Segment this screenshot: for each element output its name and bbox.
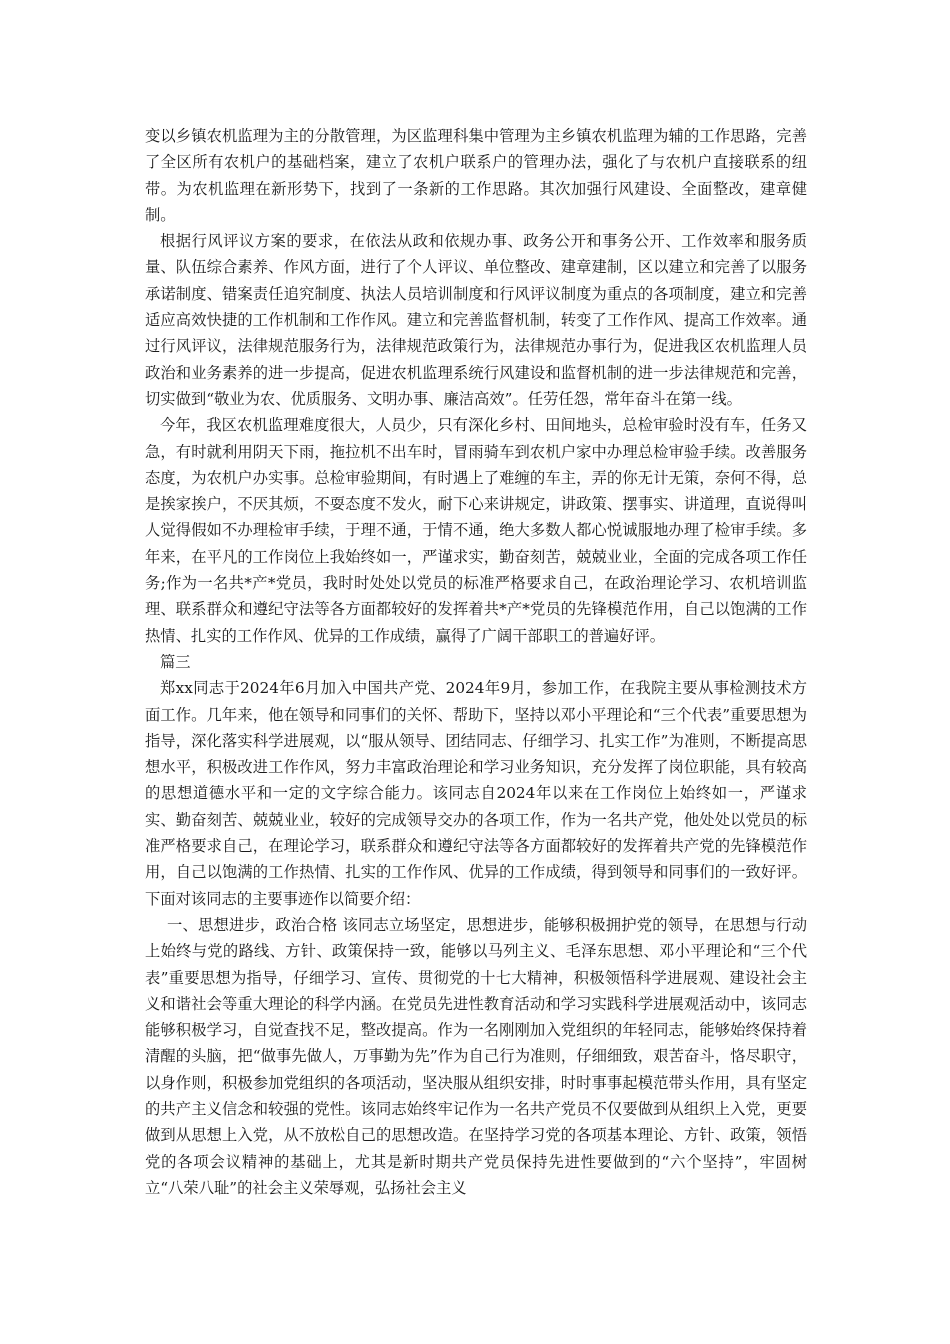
paragraph-1: 变以乡镇农机监理为主的分散管理，为区监理科集中管理为主乡镇农机监理为辅的工作思路，完善了全区所有农机户的基础档案，建立了农机户联系户的管理办法，强化了与农机户直接联系的纽带。为农机监理在新形势下，找到了一条新的工作思路。其次加强行风建设、全面整改，建章健制。 xyxy=(145,127,807,224)
document-page xyxy=(145,123,807,1201)
paragraph-2: 根据行风评议方案的要求，在依法从政和依规办事、政务公开和事务公开、工作效率和服务质量、队伍综合素养、作风方面，进行了个人评议、单位整改、建章建制，区以建立和完善了以服务承诺制度、错案责任追究制度、执法人员培训制度和行风评议制度为重点的各项制度，建立和完善适应高效快捷的工作机制和工作作风。建立和完善监督机制，转变了工作作风、提高工作效率。通过行风评议，法律规范服务行为，法律规范政策行为，法律规范办事行为，促进我区农机监理人员政治和业务素养的进一步提高，促进农机监理系统行风建设和监督机制的进一步法律规范和完善，切实做到“敬业为农、优质服务、文明办事、廉洁高效”。任劳任怨，常年奋斗在第一线。 xyxy=(145,232,807,408)
paragraph-3: 今年，我区农机监理难度很大，人员少，只有深化乡村、田间地头，总检审验时没有车，任务又急，有时就利用阴天下雨，拖拉机不出车时，冒雨骑车到农机户家中办理总检审验手续。改善服务态度，为农机户办实事。总检审验期间，有时遇上了难缠的车主，弄的你无计无策，奈何不得，总是挨家挨户，不厌其烦，不耍态度不发火，耐下心来讲规定，讲政策、摆事实、讲道理，直说得叫人觉得假如不办理检审手续，于理不通，于情不通，绝大多数人都心悦诚服地办理了检审手续。多年来，在平凡的工作岗位上我始终如一，严谨求实，勤奋刻苦，兢兢业业，全面的完成各项工作任务;作为一名共*产*党员，我时时处处以党员的标准严格要求自己，在政治理论学习、农机培训监理、联系群众和遵纪守法等各方面都较好的发挥着共*产*党员的先锋模范作用，自己以饱满的工作热情、扎实的工作作风、优异的工作成绩，赢得了广阔干部职工的普遍好评。 xyxy=(145,416,807,645)
paragraph-4: 郑xx同志于2024年6月加入中国共产党、2024年9月，参加工作，在我院主要从事检测技术方面工作。几年来，他在领导和同事们的关怀、帮助下，坚持以邓小平理论和“三个代表”重要思想为指导，深化落实科学进展观，以“服从领导、团结同志、仔细学习、扎实工作”为准则，不断提高思想水平，积极改进工作作风，努力丰富政治理论和学习业务知识，充分发挥了岗位职能，具有较高的思想道德水平和一定的文字综合能力。该同志自2024年以来在工作岗位上始终如一，严谨求实、勤奋刻苦、兢兢业业，较好的完成领导交办的各项工作，作为一名共产党，他处处以党员的标准严格要求自己，在理论学习，联系群众和遵纪守法等各方面都较好的发挥着共产党的先锋模范作用，自己以饱满的工作热情、扎实的工作作风、优异的工作成绩，得到领导和同事们的一致好评。下面对该同志的主要事迹作以简要介绍： xyxy=(145,679,807,908)
section-heading: 篇三 xyxy=(160,652,191,671)
paragraph-5: 一、思想进步，政治合格 该同志立场坚定，思想进步，能够积极拥护党的领导，在思想与行动上始终与党的路线、方针、政策保持一致，能够以马列主义、毛泽东思想、邓小平理论和“三个代表”重要思想为指导，仔细学习、宣传、贯彻党的十七大精神，积极领悟科学进展观、建设社会主义和谐社会等重大理论的科学内涵。在党员先进性教育活动和学习实践科学进展观活动中，该同志能够积极学习，自觉查找不足，整改提高。作为一名刚刚加入党组织的年轻同志，能够始终保持着清醒的头脑，把“做事先做人，万事勤为先”作为自己行为准则，仔细细致，艰苦奋斗，恪尽职守，以身作则，积极参加党组织的各项活动，坚决服从组织安排，时时事事起模范带头作用，具有坚定的共产主义信念和较强的党性。该同志始终牢记作为一名共产党员不仅要做到从组织上入党，更要做到从思想上入党，从不放松自己的思想改造。在坚持学习党的各项基本理论、方针、政策，领悟党的各项会议精神的基础上，尤其是新时期共产党员保持先进性要做到的“六个坚持”，牢固树立“八荣八耻”的社会主义荣辱观，弘扬社会主义 xyxy=(145,915,807,1197)
